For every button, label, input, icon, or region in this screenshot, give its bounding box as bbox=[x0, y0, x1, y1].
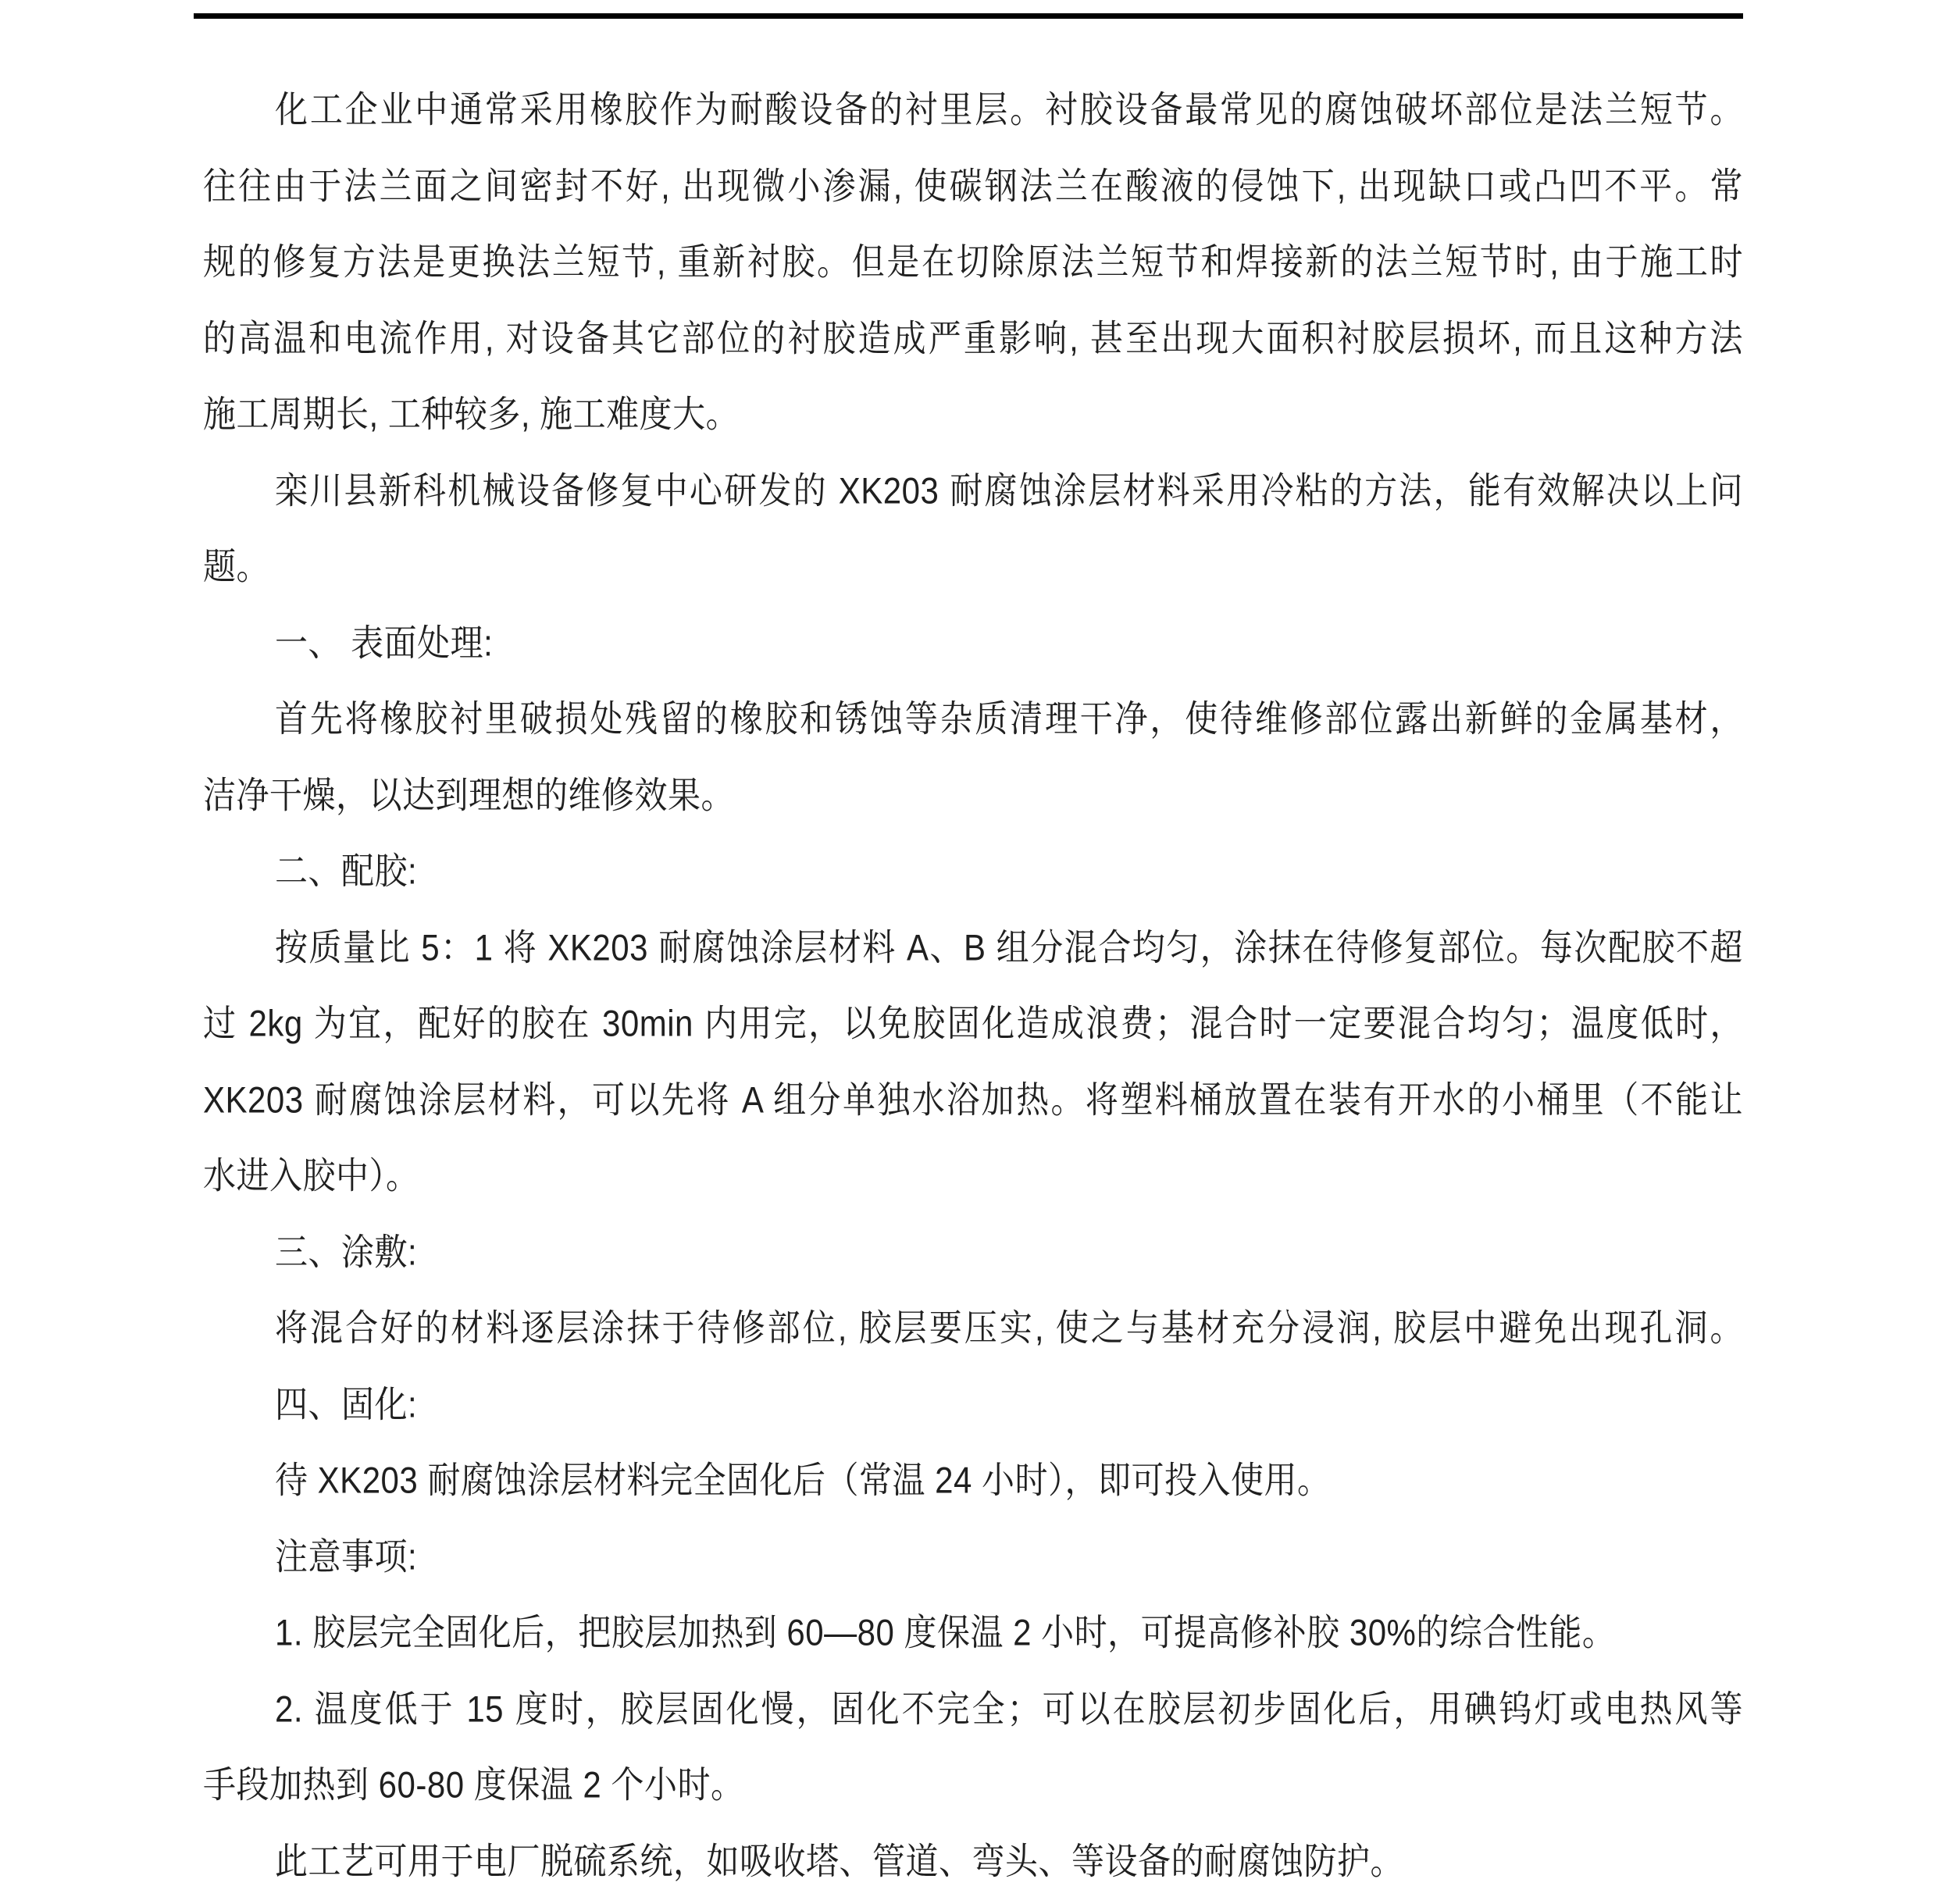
text-line: 栾川县新科机械设备修复中心研发的 XK203 耐腐蚀涂层材料采用冷粘的方法，能有效解决以上问 bbox=[275, 469, 1743, 512]
top-rule bbox=[194, 13, 1743, 19]
text-line: 2. 温度低于 15 度时，胶层固化慢，固化不完全；可以在胶层初步固化后，用碘钨灯或电热风等 bbox=[275, 1688, 1743, 1730]
text-line: 待 XK203 耐腐蚀涂层材料完全固化后（常温 24 小时），即可投入使用。 bbox=[275, 1460, 1331, 1501]
text-line: 三、涂敷: bbox=[275, 1231, 418, 1273]
document-body bbox=[203, 72, 1743, 1899]
text-line: 的高温和电流作用, 对设备其它部位的衬胶造成严重影响, 甚至出现大面积衬胶层损坏, 而且这种方法 bbox=[203, 317, 1743, 359]
text-line: 往往由于法兰面之间密封不好, 出现微小渗漏, 使碳钢法兰在酸液的侵蚀下, 出现缺口或凸凹不平。常 bbox=[203, 165, 1743, 207]
text-line: 1. 胶层完全固化后，把胶层加热到 60—80 度保温 2 小时，可提高修补胶 30%的综合性能。 bbox=[275, 1612, 1616, 1653]
text-line: 将混合好的材料逐层涂抹于待修部位, 胶层要压实, 使之与基材充分浸润, 胶层中避免出现孔洞。 bbox=[275, 1307, 1743, 1349]
text-line: 一、 表面处理: bbox=[275, 622, 494, 664]
text-line: XK203 耐腐蚀涂层材料，可以先将 A 组分单独水浴加热。将塑料桶放置在装有开水的小桶里（不能让 bbox=[203, 1079, 1743, 1121]
text-line: 水进入胶中）。 bbox=[203, 1155, 419, 1196]
text-line: 二、配胶: bbox=[275, 850, 418, 892]
text-line: 规的修复方法是更换法兰短节, 重新衬胶。但是在切除原法兰短节和焊接新的法兰短节时, 由于施工时 bbox=[203, 241, 1743, 283]
text-line: 题。 bbox=[203, 546, 270, 587]
text-line: 此工艺可用于电厂脱硫系统，如吸收塔、管道、弯头、等设备的耐腐蚀防护。 bbox=[275, 1840, 1404, 1882]
text-line: 四、固化: bbox=[275, 1383, 418, 1425]
text-line: 化工企业中通常采用橡胶作为耐酸设备的衬里层。衬胶设备最常见的腐蚀破坏部位是法兰短节。 bbox=[275, 89, 1743, 130]
text-line: 手段加热到 60-80 度保温 2 个小时。 bbox=[203, 1764, 744, 1806]
text-line: 施工周期长, 工种较多, 施工难度大。 bbox=[203, 394, 740, 435]
text-line: 洁净干燥，以达到理想的维修效果。 bbox=[203, 774, 735, 816]
text-line: 注意事项: bbox=[275, 1535, 418, 1578]
text-line: 首先将橡胶衬里破损处残留的橡胶和锈蚀等杂质清理干净，使待维修部位露出新鲜的金属基材， bbox=[275, 698, 1743, 740]
text-line: 过 2kg 为宜，配好的胶在 30min 内用完，以免胶固化造成浪费；混合时一定要混合均匀；温度低时， bbox=[203, 1003, 1743, 1044]
text-line: 按质量比 5：1 将 XK203 耐腐蚀涂层材料 A、B 组分混合均匀，涂抹在待修复部位。每次配胶不超 bbox=[275, 926, 1743, 968]
